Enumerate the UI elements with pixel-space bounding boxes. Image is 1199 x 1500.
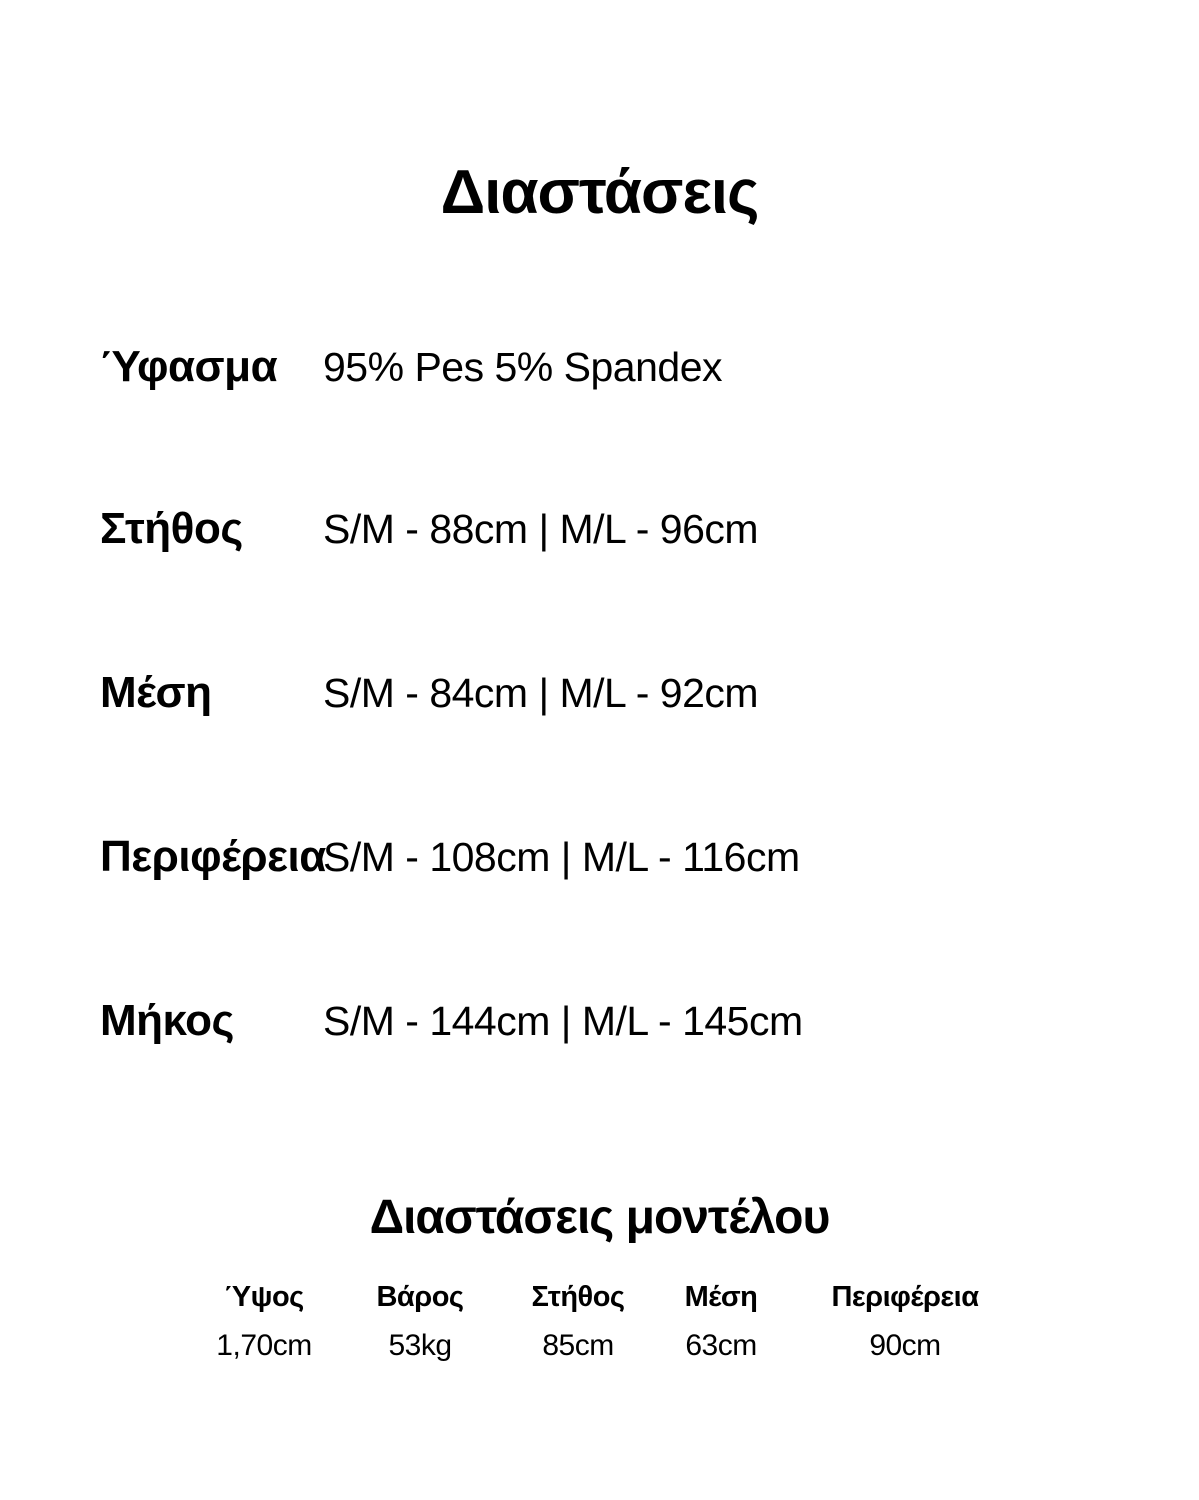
- spec-label-waist: Μέση: [100, 668, 212, 717]
- spec-row-length: [100, 995, 1159, 1057]
- model-column-weight: [376, 1280, 463, 1363]
- spec-row-chest: [100, 503, 1159, 565]
- model-value-waist: 63cm: [685, 1329, 757, 1362]
- spec-value-waist: S/M - 84cm | M/L - 92cm: [323, 670, 759, 716]
- spec-label-length: Μήκος: [100, 996, 234, 1045]
- model-value-hips: 90cm: [869, 1329, 941, 1362]
- model-column-chest: [531, 1280, 624, 1363]
- spec-value-chest: S/M - 88cm | M/L - 96cm: [323, 506, 759, 552]
- spec-value-hips: S/M - 108cm | M/L - 116cm: [323, 834, 800, 880]
- spec-value-length: S/M - 144cm | M/L - 145cm: [323, 998, 803, 1044]
- spec-label-chest: Στήθος: [100, 504, 243, 553]
- spec-row-hips: [100, 831, 1159, 893]
- spec-row-fabric: [100, 341, 1159, 403]
- model-header-waist: Μέση: [684, 1281, 758, 1313]
- spec-label-hips: Περιφέρεια: [100, 832, 326, 881]
- model-column-waist: [685, 1280, 758, 1363]
- spec-label-fabric: Ύφασμα: [100, 342, 278, 391]
- page-title: Διαστάσεις: [440, 158, 759, 227]
- spec-row-waist: [100, 667, 1159, 729]
- spec-value-fabric: 95% Pes 5% Spandex: [323, 344, 722, 390]
- model-header-hips: Περιφέρεια: [831, 1281, 979, 1313]
- model-header-height: Ύψος: [224, 1281, 304, 1313]
- model-column-hips: [831, 1280, 978, 1363]
- model-value-chest: 85cm: [542, 1329, 614, 1362]
- model-header-chest: Στήθος: [531, 1281, 625, 1313]
- model-section-title: Διαστάσεις μοντέλου: [369, 1191, 830, 1244]
- model-header-weight: Βάρος: [376, 1281, 464, 1313]
- model-value-weight: 53kg: [388, 1329, 452, 1362]
- model-value-height: 1,70cm: [216, 1329, 312, 1362]
- model-column-height: [216, 1280, 311, 1363]
